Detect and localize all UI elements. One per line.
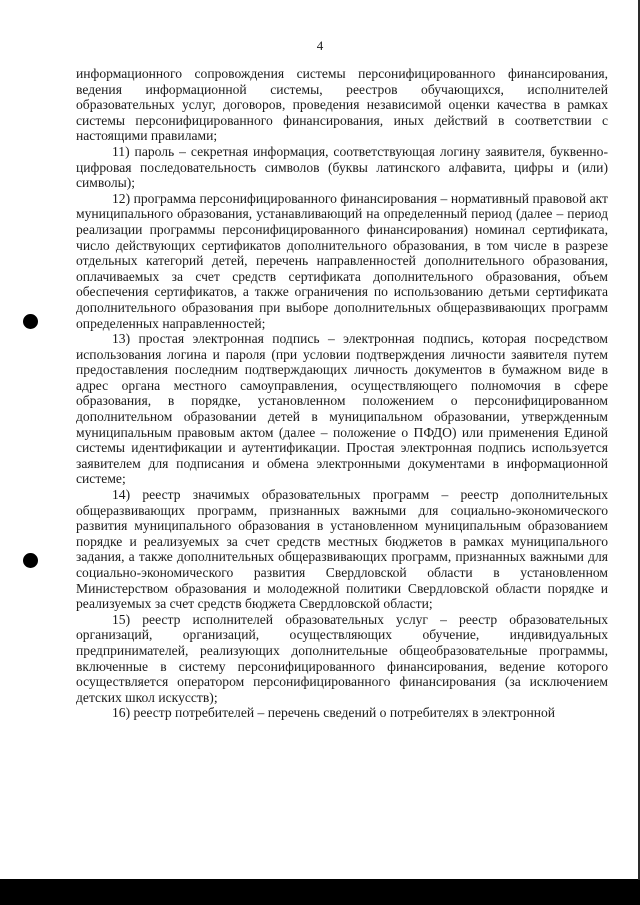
paragraph-item-15: 15) реестр исполнителей образовательных услуг – реестр образовательных организаций, организаций, осуществляющих обучение, индивидуальных предпринимателей, реализующих дополнительные общеобразовательные программы, включенные в систему персонифицированного финансирования, ведение которого осуществляется оператором персонифицированного финансирования (за исключением детских школ искусств); (76, 611, 608, 705)
paragraph-continuation: информационного сопровождения системы персонифицированного финансирования, ведения информационной системы, реестров обучающихся, исполнителей образовательных услуг, договоров, проведения независимой оценки качества в рамках системы персонифицированного финансирования, иных действий в соответствии с настоящими правилами; (76, 66, 608, 144)
paragraph-item-12: 12) программа персонифицированного финансирования – нормативный правовой акт муниципального образования, устанавливающий на определенный период (далее – период реализации программы персонифицированного финансирования) номинал сертификата, число действующих сертификатов дополнительного образования, в том числе в разрезе отдельных категорий детей, перечень направленностей дополнительного образования, оплачиваемых за счет средств сертификата дополнительного образования, объем обеспечения сертификатов, а также ограничения по использованию детьми сертификата дополнительного образования при выборе дополнительных общеразвивающих программ определенных направленностей; (76, 190, 608, 331)
punch-hole-mark (23, 314, 38, 329)
scan-border-bottom (0, 879, 640, 905)
document-body (76, 66, 608, 721)
paragraph-item-11: 11) пароль – секретная информация, соответствующая логину заявителя, буквенно-цифровая последовательность символов (буквы латинского алфавита, цифры и (или) символы); (76, 143, 608, 191)
punch-hole-mark (23, 553, 38, 568)
paragraph-item-13: 13) простая электронная подпись – электронная подпись, которая посредством использования логина и пароля (при условии подтверждения личности заявителя путем предоставления последним подтверждающих личность документов в бумажном виде в адрес органа местного самоуправления, осуществляющего полномочия в сфере образования, в порядке, установленном положением о персонифицированном дополнительном образовании детей в муниципальном образовании, утвержденным муниципальным правовым актом (далее – положение о ПФДО) или применения Единой системы идентификации и аутентификации. Простая электронная подпись используется заявителем для подписания и обмена электронными документами в информационной системе; (76, 331, 608, 487)
paragraph-item-16: 16) реестр потребителей – перечень сведений о потребителях в электронной (112, 705, 556, 721)
paragraph-item-14: 14) реестр значимых образовательных программ – реестр дополнительных общеразвивающих программ, признанных важными для социально-экономического развития муниципального образования в установленном муниципальным образованием порядке и реализуемых за счет средств местных бюджетов в рамках муниципального задания, а также дополнительных общеразвивающих программ, признанных важными для социально-экономического развития Свердловской области в установленном Министерством образования и молодежной политики Свердловской области порядке и реализуемых за счет средств бюджета Свердловской области; (76, 487, 608, 612)
page-number: 4 (316, 38, 324, 53)
